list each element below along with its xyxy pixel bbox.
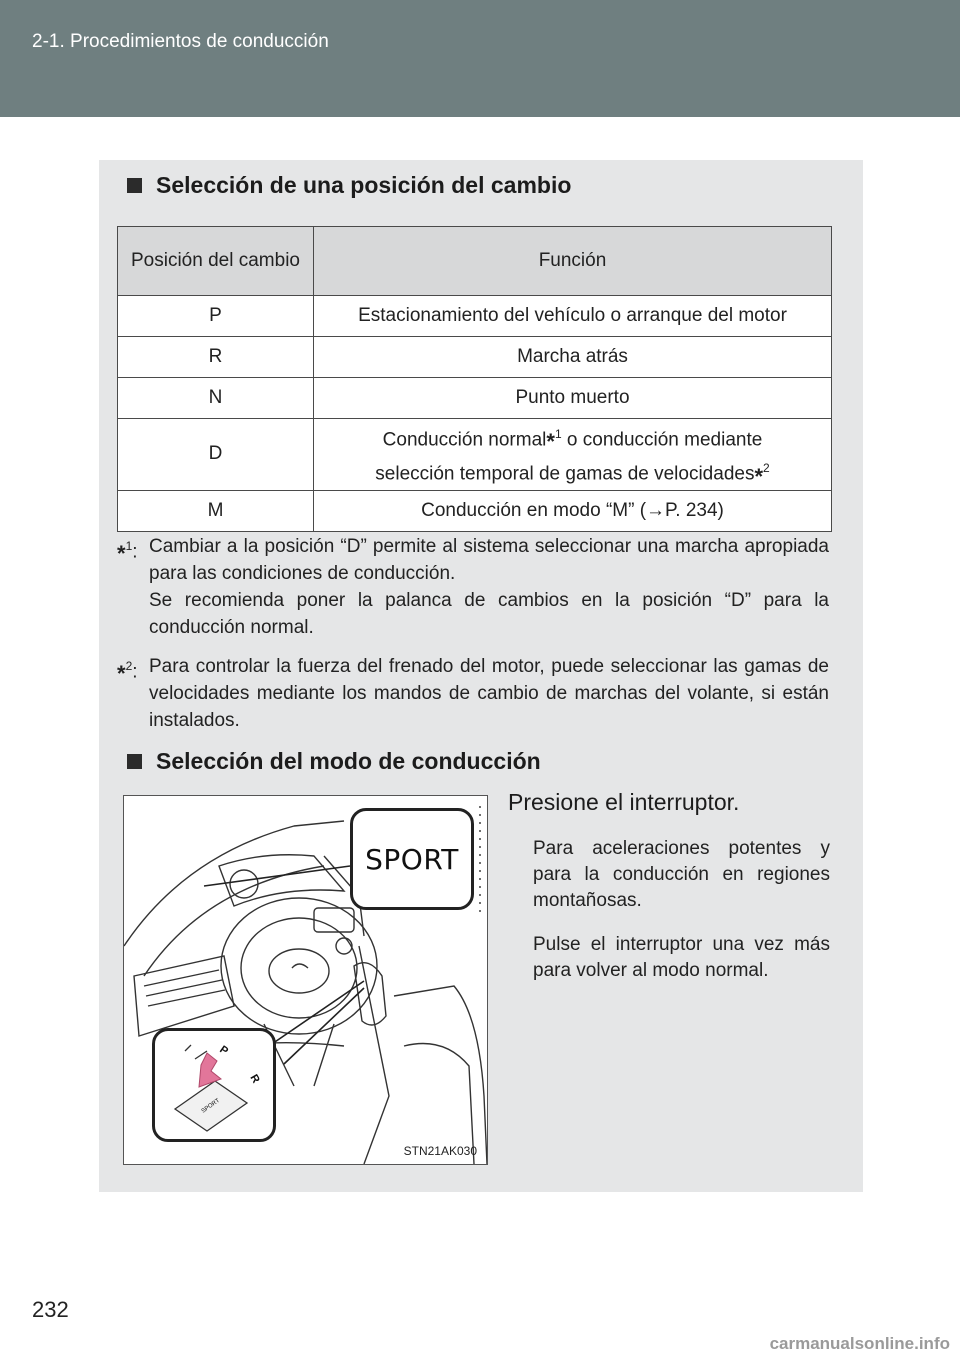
column-header-position: Posición del cambio bbox=[118, 227, 314, 296]
heading-shift-selection bbox=[127, 172, 571, 199]
sport-switch-illustration bbox=[123, 795, 488, 1165]
function-text-c: selección temporal de gamas de velocidades bbox=[375, 463, 755, 485]
watermark: carmanualsonline.info bbox=[769, 1334, 950, 1353]
table-row bbox=[118, 296, 832, 337]
table-row bbox=[118, 419, 832, 491]
heading-text: Selección del modo de conducción bbox=[156, 748, 541, 774]
inset-letter-r: R bbox=[247, 1072, 262, 1086]
footnote-star-icon: * bbox=[117, 661, 126, 687]
footnote-text: Para controlar la fuerza del frenado del motor, puede seleccionar las gamas de velocidades mediante los mandos de cambio de marchas del volante, si están instalados. bbox=[149, 656, 829, 731]
table-row bbox=[118, 378, 832, 419]
page-header bbox=[0, 0, 960, 117]
sport-switch-icon bbox=[155, 1031, 273, 1139]
shift-position-table bbox=[117, 226, 832, 532]
footnote-text: Cambiar a la posición “D” permite al sistema seleccionar una marcha apropiada para las condiciones de conducción. bbox=[149, 536, 829, 584]
inset-letter-p: P bbox=[217, 1043, 231, 1058]
position-cell: R bbox=[118, 337, 314, 378]
page-number: 232 bbox=[32, 1297, 69, 1322]
table-row bbox=[118, 490, 832, 531]
table-row bbox=[118, 337, 832, 378]
footnote-star-icon: * bbox=[117, 541, 126, 567]
column-header-function: Función bbox=[314, 227, 832, 296]
function-cell: Conducción en modo “M” (→P. 234) bbox=[314, 490, 832, 531]
section-title: 2-1. Procedimientos de conducción bbox=[32, 31, 329, 52]
square-bullet-icon bbox=[127, 754, 142, 769]
function-cell: Estacionamiento del vehículo o arranque del motor bbox=[314, 296, 832, 337]
footnote-star-icon: * bbox=[754, 463, 764, 489]
instruction-text: Pulse el interruptor una vez más para volver al modo normal. bbox=[533, 934, 830, 981]
heading-text: Selección de una posición del cambio bbox=[156, 172, 572, 198]
inset-sport-label: SPORT bbox=[200, 1097, 221, 1115]
function-cell: Marcha atrás bbox=[314, 337, 832, 378]
position-cell: D bbox=[118, 419, 314, 491]
position-cell: N bbox=[118, 378, 314, 419]
footnote-marker: *$^2$: bbox=[117, 659, 138, 687]
footnote-2 bbox=[117, 653, 829, 734]
function-text-a: Conducción normal bbox=[382, 429, 547, 451]
footnote-text: Se recomienda poner la palanca de cambios en la posición “D” para la conducción normal. bbox=[149, 590, 829, 638]
footnote-ref-1: 1 bbox=[554, 427, 562, 441]
footnote-star-icon: * bbox=[546, 429, 555, 455]
heading-driving-mode bbox=[127, 748, 541, 775]
footnote-ref-2: 2 bbox=[763, 461, 770, 476]
square-bullet-icon bbox=[127, 178, 142, 193]
sport-button-callout: SPORT bbox=[350, 808, 474, 910]
instruction-text: Para aceleraciones potentes y para la conducción en regiones montañosas. bbox=[533, 838, 830, 911]
instruction-title: Presione el interruptor. bbox=[508, 789, 740, 815]
footnote-marker: *$^1$: bbox=[117, 539, 138, 567]
position-cell: P bbox=[118, 296, 314, 337]
shift-gate-inset bbox=[152, 1028, 276, 1142]
footnote-1 bbox=[117, 533, 829, 641]
table-header-row bbox=[118, 227, 832, 296]
function-text-b: o conducción mediante bbox=[561, 429, 763, 451]
function-cell: Punto muerto bbox=[314, 378, 832, 419]
position-cell: M bbox=[118, 490, 314, 531]
figure-code: STN21AK030 bbox=[403, 1144, 477, 1158]
function-cell bbox=[314, 419, 832, 491]
